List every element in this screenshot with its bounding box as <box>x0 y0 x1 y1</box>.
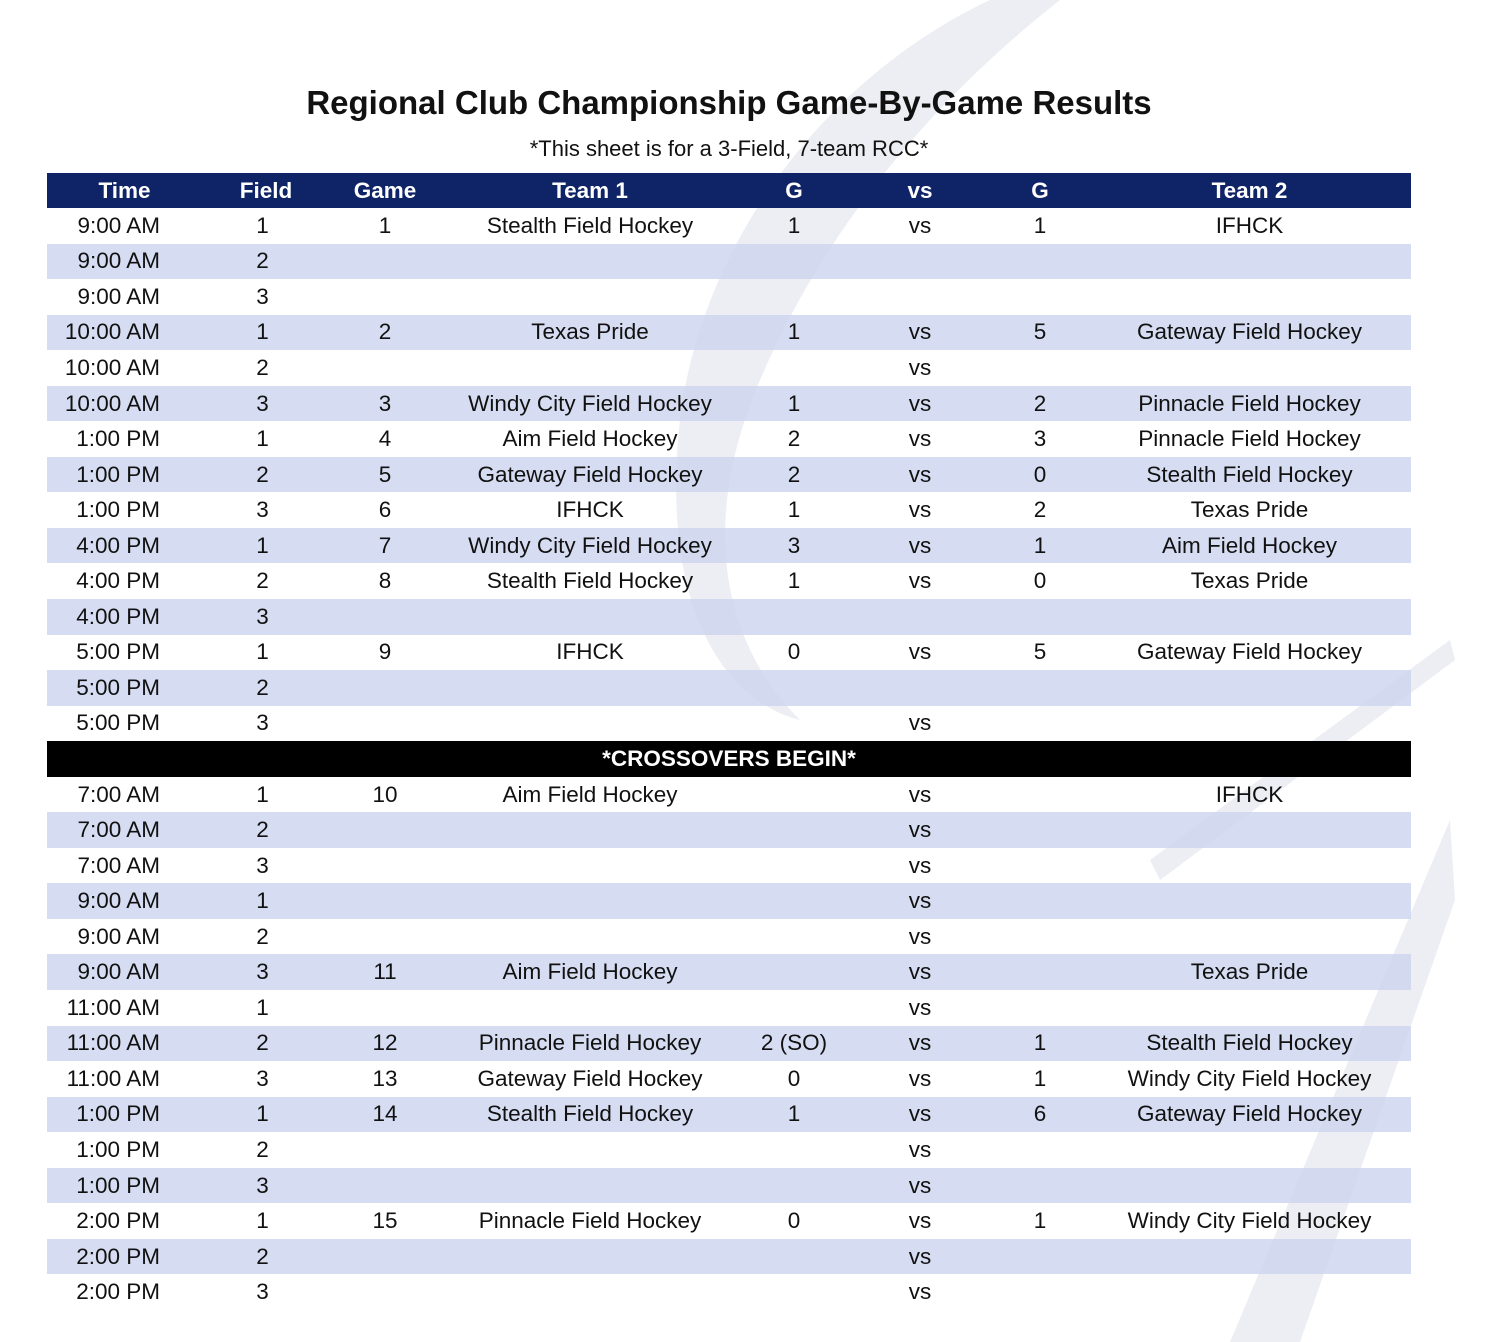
cell-field: 3 <box>256 497 269 523</box>
cell-game: 4 <box>378 426 392 452</box>
header-time: Time <box>98 177 151 203</box>
cell-time: 5:00 PM <box>76 674 160 700</box>
cell-field: 1 <box>256 426 269 452</box>
cell-goals1: 3 <box>787 532 801 558</box>
cell-time: 2:00 PM <box>76 1279 160 1305</box>
cell-team2: Texas Pride <box>1190 497 1309 523</box>
cell-vs: vs <box>908 959 932 985</box>
cell-time: 7:00 AM <box>77 817 160 843</box>
cell-goals1: 1 <box>787 212 801 238</box>
cell-vs: vs <box>908 461 932 487</box>
table-row <box>47 777 1411 813</box>
cell-time: 9:00 AM <box>77 923 160 949</box>
cell-time: 9:00 AM <box>77 212 160 238</box>
cell-game: 10 <box>372 781 398 807</box>
cell-vs: vs <box>908 354 932 380</box>
cell-goals2: 5 <box>1033 319 1047 345</box>
crossover-label: *CROSSOVERS BEGIN* <box>602 745 856 771</box>
cell-team1: Aim Field Hockey <box>502 426 678 452</box>
cell-goals2: 1 <box>1033 1208 1047 1234</box>
cell-time: 1:00 PM <box>76 1136 160 1162</box>
cell-field: 3 <box>256 710 269 736</box>
cell-team1: Texas Pride <box>531 319 649 345</box>
cell-goals1: 2 <box>787 426 801 452</box>
cell-team2: Gateway Field Hockey <box>1136 319 1363 345</box>
cell-team2: Pinnacle Field Hockey <box>1138 426 1361 452</box>
cell-team2: IFHCK <box>1215 781 1284 807</box>
cell-vs: vs <box>908 781 932 807</box>
cell-vs: vs <box>908 1065 932 1091</box>
cell-vs: vs <box>908 639 932 665</box>
cell-team2: Aim Field Hockey <box>1161 532 1338 558</box>
cell-time: 9:00 AM <box>77 248 160 274</box>
cell-time: 4:00 PM <box>76 532 160 558</box>
cell-goals2: 0 <box>1033 568 1047 594</box>
cell-field: 3 <box>256 283 269 309</box>
cell-time: 7:00 AM <box>77 852 160 878</box>
cell-time: 9:00 AM <box>77 888 160 914</box>
cell-game: 5 <box>378 461 392 487</box>
cell-field: 1 <box>256 212 269 238</box>
cell-field: 2 <box>256 1243 269 1269</box>
header-team1: Team 1 <box>552 177 628 203</box>
header-goals1: G <box>785 177 803 203</box>
cell-team2: Windy City Field Hockey <box>1127 1065 1372 1091</box>
table-row <box>47 599 1411 635</box>
cell-field: 2 <box>256 1136 269 1162</box>
cell-team1: Pinnacle Field Hockey <box>478 1030 702 1056</box>
cell-game: 7 <box>378 532 392 558</box>
cell-time: 9:00 AM <box>77 959 160 985</box>
cell-goals2: 3 <box>1033 426 1047 452</box>
table-row <box>47 457 1411 493</box>
cell-vs: vs <box>908 390 932 416</box>
cell-team2: Gateway Field Hockey <box>1136 1101 1363 1127</box>
cell-field: 3 <box>256 1279 269 1305</box>
cell-game: 14 <box>372 1101 398 1127</box>
cell-vs: vs <box>908 817 932 843</box>
cell-field: 1 <box>256 888 269 914</box>
cell-team2: Gateway Field Hockey <box>1136 639 1363 665</box>
table-row <box>47 635 1411 671</box>
cell-field: 2 <box>256 674 269 700</box>
table-row <box>47 883 1411 919</box>
cell-vs: vs <box>908 568 932 594</box>
page-subtitle: *This sheet is for a 3-Field, 7-team RCC* <box>529 136 929 161</box>
table-row <box>47 706 1411 742</box>
cell-time: 1:00 PM <box>76 1172 160 1198</box>
cell-game: 15 <box>372 1208 398 1234</box>
cell-time: 11:00 AM <box>66 1065 160 1091</box>
cell-time: 5:00 PM <box>76 639 160 665</box>
cell-vs: vs <box>908 1136 932 1162</box>
cell-vs: vs <box>908 888 932 914</box>
cell-field: 1 <box>256 781 269 807</box>
cell-goals1: 2 (SO) <box>760 1030 828 1056</box>
table-row <box>47 848 1411 884</box>
cell-team2: Texas Pride <box>1190 568 1309 594</box>
table-row <box>47 990 1411 1026</box>
table-header <box>47 173 1411 208</box>
cell-field: 1 <box>256 1101 269 1127</box>
cell-time: 10:00 AM <box>64 319 160 345</box>
cell-team2: Pinnacle Field Hockey <box>1138 390 1361 416</box>
table-row <box>47 1203 1411 1239</box>
table-row <box>47 1026 1411 1062</box>
cell-field: 2 <box>256 354 269 380</box>
cell-field: 3 <box>256 603 269 629</box>
page-title: Regional Club Championship Game-By-Game Results <box>306 84 1152 121</box>
table-row <box>47 528 1411 564</box>
cell-goals1: 0 <box>787 1065 801 1091</box>
header-field: Field <box>239 177 293 203</box>
cell-team1: Gateway Field Hockey <box>477 461 703 487</box>
cell-field: 3 <box>256 1172 269 1198</box>
cell-goals2: 6 <box>1033 1101 1047 1127</box>
table-row <box>47 1132 1411 1168</box>
cell-goals2: 1 <box>1033 1065 1047 1091</box>
table-row <box>47 315 1411 351</box>
pool-rows <box>47 208 1411 741</box>
results-table <box>47 173 1411 1310</box>
cell-field: 2 <box>256 817 269 843</box>
cell-time: 10:00 AM <box>64 354 160 380</box>
cell-goals2: 0 <box>1033 461 1047 487</box>
table-row <box>47 954 1411 990</box>
cell-field: 2 <box>256 248 269 274</box>
cell-field: 1 <box>256 532 269 558</box>
cell-time: 1:00 PM <box>76 1101 160 1127</box>
cell-field: 2 <box>256 1030 269 1056</box>
cell-goals1: 1 <box>787 390 801 416</box>
cell-time: 1:00 PM <box>76 497 160 523</box>
cell-goals2: 2 <box>1033 497 1047 523</box>
table-row <box>47 1168 1411 1204</box>
header-team2: Team 2 <box>1211 177 1288 203</box>
cell-time: 5:00 PM <box>76 710 160 736</box>
cell-time: 7:00 AM <box>77 781 160 807</box>
cell-time: 1:00 PM <box>76 426 160 452</box>
table-row <box>47 208 1411 244</box>
cell-vs: vs <box>908 497 932 523</box>
table-row <box>47 279 1411 315</box>
cell-team2: Texas Pride <box>1190 959 1309 985</box>
cell-field: 2 <box>256 568 269 594</box>
cell-vs: vs <box>908 1101 932 1127</box>
cell-game: 13 <box>372 1065 398 1091</box>
cell-team1: Aim Field Hockey <box>502 959 678 985</box>
cell-team1: Stealth Field Hockey <box>486 568 694 594</box>
header-goals2: G <box>1031 177 1049 203</box>
cell-team1: Aim Field Hockey <box>502 781 678 807</box>
cell-vs: vs <box>908 852 932 878</box>
cell-time: 1:00 PM <box>76 461 160 487</box>
cell-goals1: 1 <box>787 319 801 345</box>
cell-vs: vs <box>908 923 932 949</box>
cell-team1: Windy City Field Hockey <box>468 532 712 558</box>
cell-field: 1 <box>256 1208 269 1234</box>
table-row <box>47 421 1411 457</box>
cell-time: 11:00 AM <box>66 1030 160 1056</box>
cell-team1: Windy City Field Hockey <box>468 390 712 416</box>
cell-field: 3 <box>256 959 269 985</box>
cell-goals1: 1 <box>787 497 801 523</box>
cell-vs: vs <box>908 532 932 558</box>
cell-field: 3 <box>256 390 269 416</box>
cell-vs: vs <box>908 994 932 1020</box>
cell-goals1: 2 <box>787 461 801 487</box>
table-row <box>47 386 1411 422</box>
cell-goals1: 0 <box>787 639 801 665</box>
table-row <box>47 919 1411 955</box>
cell-goals2: 1 <box>1033 532 1047 558</box>
table-row <box>47 1239 1411 1275</box>
cell-field: 1 <box>256 319 269 345</box>
cell-vs: vs <box>908 1172 932 1198</box>
header-vs: vs <box>907 177 933 203</box>
cell-vs: vs <box>908 319 932 345</box>
crossover-rows <box>47 777 1411 1310</box>
cell-team2: Windy City Field Hockey <box>1127 1208 1372 1234</box>
cell-field: 2 <box>256 923 269 949</box>
cell-game: 2 <box>378 319 392 345</box>
table-row <box>47 1061 1411 1097</box>
cell-team2: IFHCK <box>1215 212 1284 238</box>
cell-time: 9:00 AM <box>77 283 160 309</box>
header-game: Game <box>353 177 417 203</box>
cell-game: 1 <box>378 212 392 238</box>
table-row <box>47 670 1411 706</box>
cell-vs: vs <box>908 1243 932 1269</box>
cell-goals1: 1 <box>787 1101 801 1127</box>
table-row <box>47 492 1411 528</box>
cell-goals2: 1 <box>1033 212 1047 238</box>
cell-goals1: 0 <box>787 1208 801 1234</box>
cell-vs: vs <box>908 1279 932 1305</box>
cell-game: 3 <box>378 390 392 416</box>
cell-vs: vs <box>908 1030 932 1056</box>
cell-vs: vs <box>908 1208 932 1234</box>
cell-goals2: 1 <box>1033 1030 1047 1056</box>
table-row <box>47 244 1411 280</box>
table-row <box>47 1097 1411 1133</box>
cell-field: 2 <box>256 461 269 487</box>
cell-vs: vs <box>908 212 932 238</box>
cell-team2: Stealth Field Hockey <box>1146 1030 1353 1056</box>
cell-goals2: 5 <box>1033 639 1047 665</box>
cell-team1: Gateway Field Hockey <box>477 1065 703 1091</box>
cell-time: 11:00 AM <box>66 994 160 1020</box>
cell-vs: vs <box>908 426 932 452</box>
cell-game: 9 <box>378 639 392 665</box>
cell-game: 11 <box>373 959 397 985</box>
cell-team1: Pinnacle Field Hockey <box>478 1208 702 1234</box>
cell-time: 2:00 PM <box>76 1243 160 1269</box>
cell-goals1: 1 <box>787 568 801 594</box>
cell-goals2: 2 <box>1033 390 1047 416</box>
cell-time: 2:00 PM <box>76 1208 160 1234</box>
cell-field: 1 <box>256 994 269 1020</box>
crossover-banner <box>47 741 1411 777</box>
table-row <box>47 1274 1411 1310</box>
table-row <box>47 350 1411 386</box>
cell-field: 3 <box>256 852 269 878</box>
cell-time: 4:00 PM <box>76 603 160 629</box>
cell-time: 10:00 AM <box>64 390 160 416</box>
cell-field: 1 <box>256 639 269 665</box>
table-row <box>47 812 1411 848</box>
cell-time: 4:00 PM <box>76 568 160 594</box>
cell-team1: Stealth Field Hockey <box>486 212 694 238</box>
cell-team1: Stealth Field Hockey <box>486 1101 694 1127</box>
cell-game: 8 <box>378 568 392 594</box>
cell-team2: Stealth Field Hockey <box>1146 461 1353 487</box>
cell-vs: vs <box>908 710 932 736</box>
cell-game: 6 <box>378 497 392 523</box>
cell-team1: IFHCK <box>556 497 624 523</box>
table-row <box>47 563 1411 599</box>
cell-team1: IFHCK <box>556 639 624 665</box>
cell-field: 3 <box>256 1065 269 1091</box>
cell-game: 12 <box>372 1030 398 1056</box>
